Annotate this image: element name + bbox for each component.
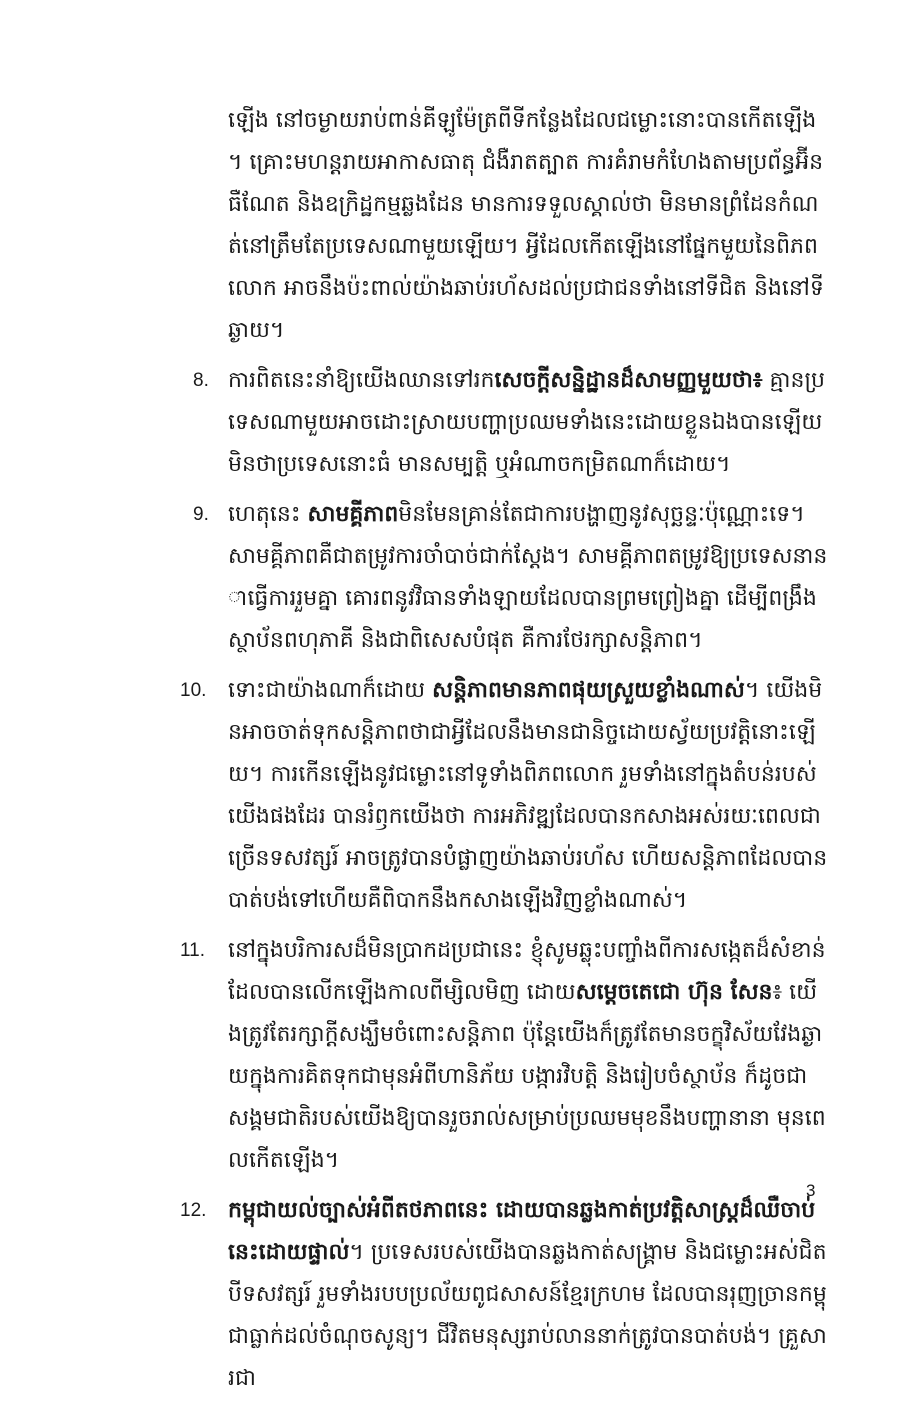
item-number: 9. [193, 504, 209, 525]
list-item [0, 670, 905, 922]
item-number: 10. [180, 680, 207, 701]
item-text-after: ។ យើងមិនអាចចាត់ទុកសន្តិភាពថាជាអ្វីដែលនឹងមានជានិច្ចដោយស្វ័យប្រវត្តិនោះឡើយ។ ការកើនឡើងនូវជម្លោះនៅទូទាំងពិភពលោក រួមទាំងនៅក្នុងតំបន់របស់យើងផងដែរ បានរំឭកយើងថា ការអភិវឌ្ឍដែលបានកសាងអស់រយៈពេលជាច្រើនទសវត្សរ៍ អាចត្រូវបានបំផ្លាញយ៉ាងឆាប់រហ័ស ហើយសន្តិភាពដែលបានបាត់បង់ទៅហើយគឺពិបាកនឹងកសាងឡើងវិញខ្លាំងណាស់។ [228, 678, 828, 913]
item-text [228, 670, 828, 922]
continued-paragraph: ឡើង នៅចម្ងាយរាប់ពាន់គីឡូម៉ែត្រពីទីកន្លែងដែលជម្លោះនោះបានកើតឡើង។ គ្រោះមហន្តរាយអាកាសធាតុ ជំងឺរាតត្បាត ការគំរាមកំហែងតាមប្រព័ន្ធអ៊ីនធឺណែត និងឧក្រិដ្ឋកម្មឆ្លងដែន មានការទទួលស្គាល់ថា មិនមានព្រំដែនកំណត់នៅត្រឹមតែប្រទេសណាមួយឡើយ។ អ្វីដែលកើតឡើងនៅផ្នែកមួយនៃពិភពលោក អាចនឹងប៉ះពាល់យ៉ាងឆាប់រហ័សដល់ប្រជាជនទាំងនៅទីជិត និងនៅទីឆ្ងាយ។ [228, 108, 824, 343]
item-text-before: ទោះជាយ៉ាងណាក៏ដោយ [228, 678, 433, 703]
document-body [0, 100, 905, 1408]
item-text-after: គ្មានប្រទេសណាមួយអាចដោះស្រាយបញ្ហាប្រឈមទាំងនេះដោយខ្លួនឯងបានឡើយ មិនថាប្រទេសនោះធំ មានសម្បត្តិ ឬអំណាចកម្រិតណាក៏ដោយ។ [228, 368, 825, 477]
item-text-bold: សម្តេចតេជោ ហ៊ុន សែន [575, 980, 773, 1005]
item-text-bold: សាមគ្គីភាព [307, 502, 399, 527]
item-text-bold: សន្តិភាពមានភាពផុយស្រួយខ្លាំងណាស់ [432, 678, 745, 703]
list-item [0, 360, 905, 486]
item-text-before: នៅក្នុងបរិការសដ៏មិនប្រាកដប្រជានេះ ខ្ញុំសូមឆ្លុះបញ្ចាំងពីការសង្កេតដ៏សំខាន់ដែលបានលើកឡើងកាលពីម្សិលមិញ ដោយ [228, 938, 826, 1005]
list-item [0, 1190, 905, 1400]
item-text-before: ហេតុនេះ [228, 502, 308, 527]
item-text [228, 1190, 828, 1400]
item-text-bold: សេចក្តីសន្និដ្ឋានដ៏សាមញ្ញមួយថា៖ [494, 368, 763, 393]
page-number: 3 [806, 1181, 816, 1200]
item-text-after: ។ ប្រទេសរបស់យើងបានឆ្លងកាត់សង្គ្រាម និងជម្លោះអស់ជិតបីទសវត្សរ៍ រួមទាំងរបបប្រល័យពូជសាសន៍ខ្មែរក្រហម ដែលបានរុញច្រានកម្ពុជាធ្លាក់ដល់ចំណុចសូន្យ។ ជីវិតមនុស្សរាប់លាននាក់ត្រូវបានបាត់បង់។ គ្រួសារជា [228, 1240, 827, 1391]
item-text [228, 494, 828, 662]
item-text-after: ៖ យើងត្រូវតែរក្សាក្តីសង្ឃឹមចំពោះសន្តិភាព ប៉ុន្តែយើងក៏ត្រូវតែមានចក្ខុវិស័យវែងឆ្ងាយក្នុងការគិតទុកជាមុនអំពីហានិភ័យ បង្ការវិបត្តិ និងរៀបចំស្ថាប័ន ក៏ដូចជាសង្គមជាតិរបស់យើងឱ្យបានរួចរាល់សម្រាប់ប្រឈមមុខនឹងបញ្ហានានា មុនពេលកើតឡើង។ [228, 980, 826, 1173]
list-item [0, 494, 905, 662]
item-text-before: ការពិតនេះនាំឱ្យយើងឈានទៅរក [228, 368, 495, 393]
list-item [0, 930, 905, 1182]
item-text [228, 930, 828, 1182]
item-number: 8. [193, 370, 209, 391]
item-text-bold: កម្ពុជាយល់ច្បាស់អំពីតថភាពនេះ ដោយបានឆ្លងកាត់ប្រវត្តិសាស្ត្រដ៏ឈឺចាប់នេះដោយផ្ទាល់ [228, 1198, 816, 1265]
item-text [228, 360, 828, 486]
item-text-after: មិនមែនគ្រាន់តែជាការបង្ហាញនូវសុច្ឆន្ទៈប៉ុណ្ណោះទេ។ សាមគ្គីភាពគឺជាតម្រូវការចាំបាច់ជាក់ស្តែង។ សាមគ្គីភាពតម្រូវឱ្យប្រទេសនានាធ្វើការរួមគ្នា គោរពនូវវិធានទាំងឡាយដែលបានព្រមព្រៀងគ្នា ដើម្បីពង្រឹងស្ថាប័នពហុភាគី និងជាពិសេសបំផុត គឺការថែរក្សាសន្តិភាព។ [228, 502, 828, 653]
item-number: 12. [180, 1200, 207, 1221]
item-number: 11. [180, 940, 206, 961]
